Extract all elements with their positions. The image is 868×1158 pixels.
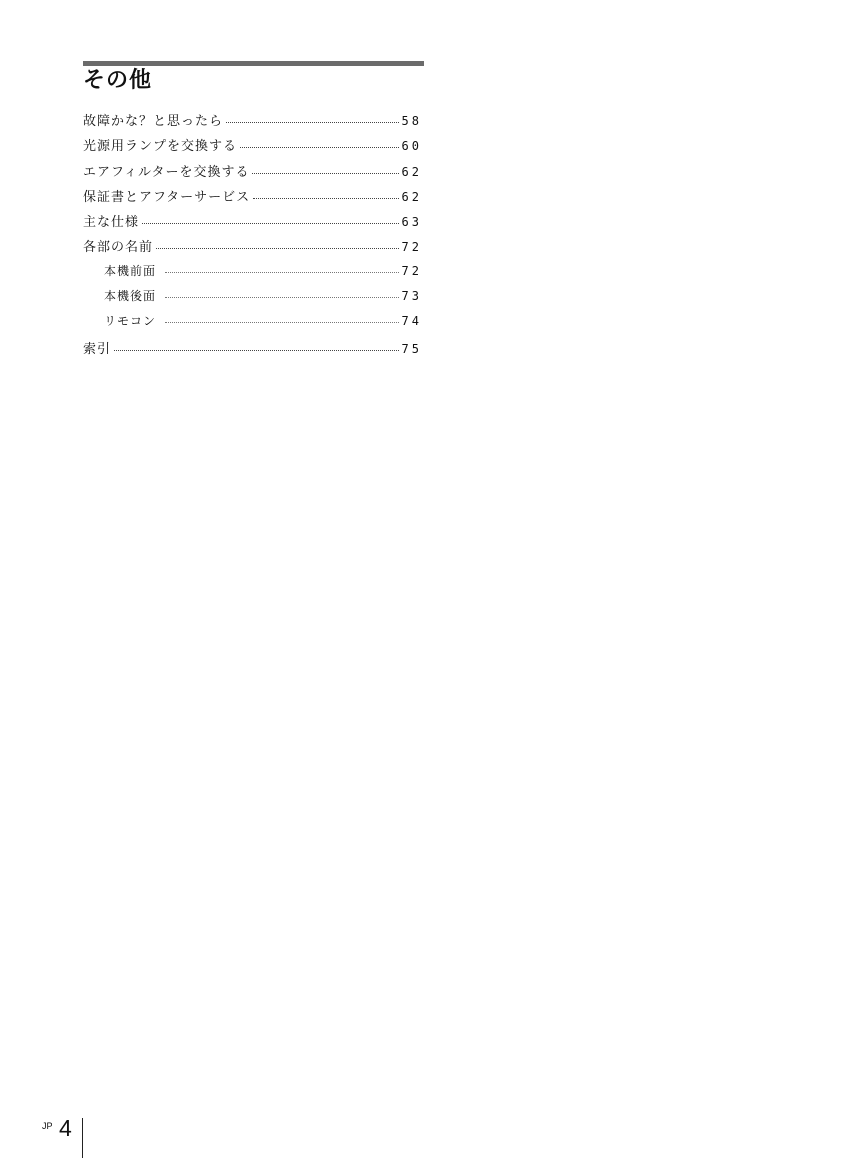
toc-leader-dots <box>253 198 398 199</box>
toc-entry-page: 58 <box>401 114 422 128</box>
toc-subentry-page: 73 <box>401 289 422 304</box>
toc-subentry-label: 本機後面 <box>104 289 157 304</box>
toc-entry-label: 故障かな？と思ったら <box>83 114 224 129</box>
toc-entry-label: 各部の名前 <box>83 240 154 256</box>
toc-entry-page: 63 <box>401 215 422 230</box>
toc-entry[interactable] <box>83 236 422 261</box>
toc-entry-label: 索引 <box>83 341 112 357</box>
toc-leader-dots <box>252 173 398 174</box>
toc-subentry-page: 72 <box>401 263 422 278</box>
toc-subentry-label: リモコン <box>104 314 157 329</box>
toc-subentry[interactable] <box>83 312 422 337</box>
toc-entry-page: 62 <box>401 189 422 204</box>
table-of-contents <box>83 110 422 363</box>
toc-entry-label: 光源用ランプを交換する <box>83 139 238 155</box>
toc-entry[interactable] <box>83 338 422 363</box>
toc-entry-label: 保証書とアフターサービス <box>83 189 251 205</box>
toc-entry-page: 62 <box>401 164 422 179</box>
toc-entry[interactable] <box>83 161 422 186</box>
toc-leader-dots <box>226 122 399 123</box>
toc-entry-page: 60 <box>401 139 422 154</box>
toc-subentry[interactable] <box>83 262 422 287</box>
toc-subentry[interactable] <box>83 287 422 312</box>
toc-entry[interactable] <box>83 186 422 211</box>
toc-leader-dots <box>165 272 399 273</box>
toc-leader-dots <box>165 297 399 298</box>
toc-entry[interactable] <box>83 135 422 160</box>
toc-entry[interactable] <box>83 211 422 236</box>
footer-page-number: 4 <box>59 1115 72 1141</box>
toc-leader-dots <box>240 147 399 148</box>
toc-leader-dots <box>114 350 399 351</box>
toc-entry-page: 75 <box>401 341 422 356</box>
toc-subentry-page: 74 <box>401 314 422 329</box>
footer-language-code: JP <box>42 1121 53 1131</box>
toc-leader-dots <box>142 223 399 224</box>
section-title: その他 <box>83 68 153 93</box>
toc-entry-label: エアフィルターを交換する <box>83 164 250 180</box>
toc-entry[interactable] <box>83 110 422 135</box>
toc-leader-dots <box>165 322 399 323</box>
toc-entry-page: 72 <box>401 240 422 255</box>
toc-leader-dots <box>156 248 399 249</box>
toc-entry-label: 主な仕様 <box>83 215 140 231</box>
footer-divider <box>82 1118 83 1158</box>
toc-subentry-label: 本機前面 <box>104 263 157 278</box>
